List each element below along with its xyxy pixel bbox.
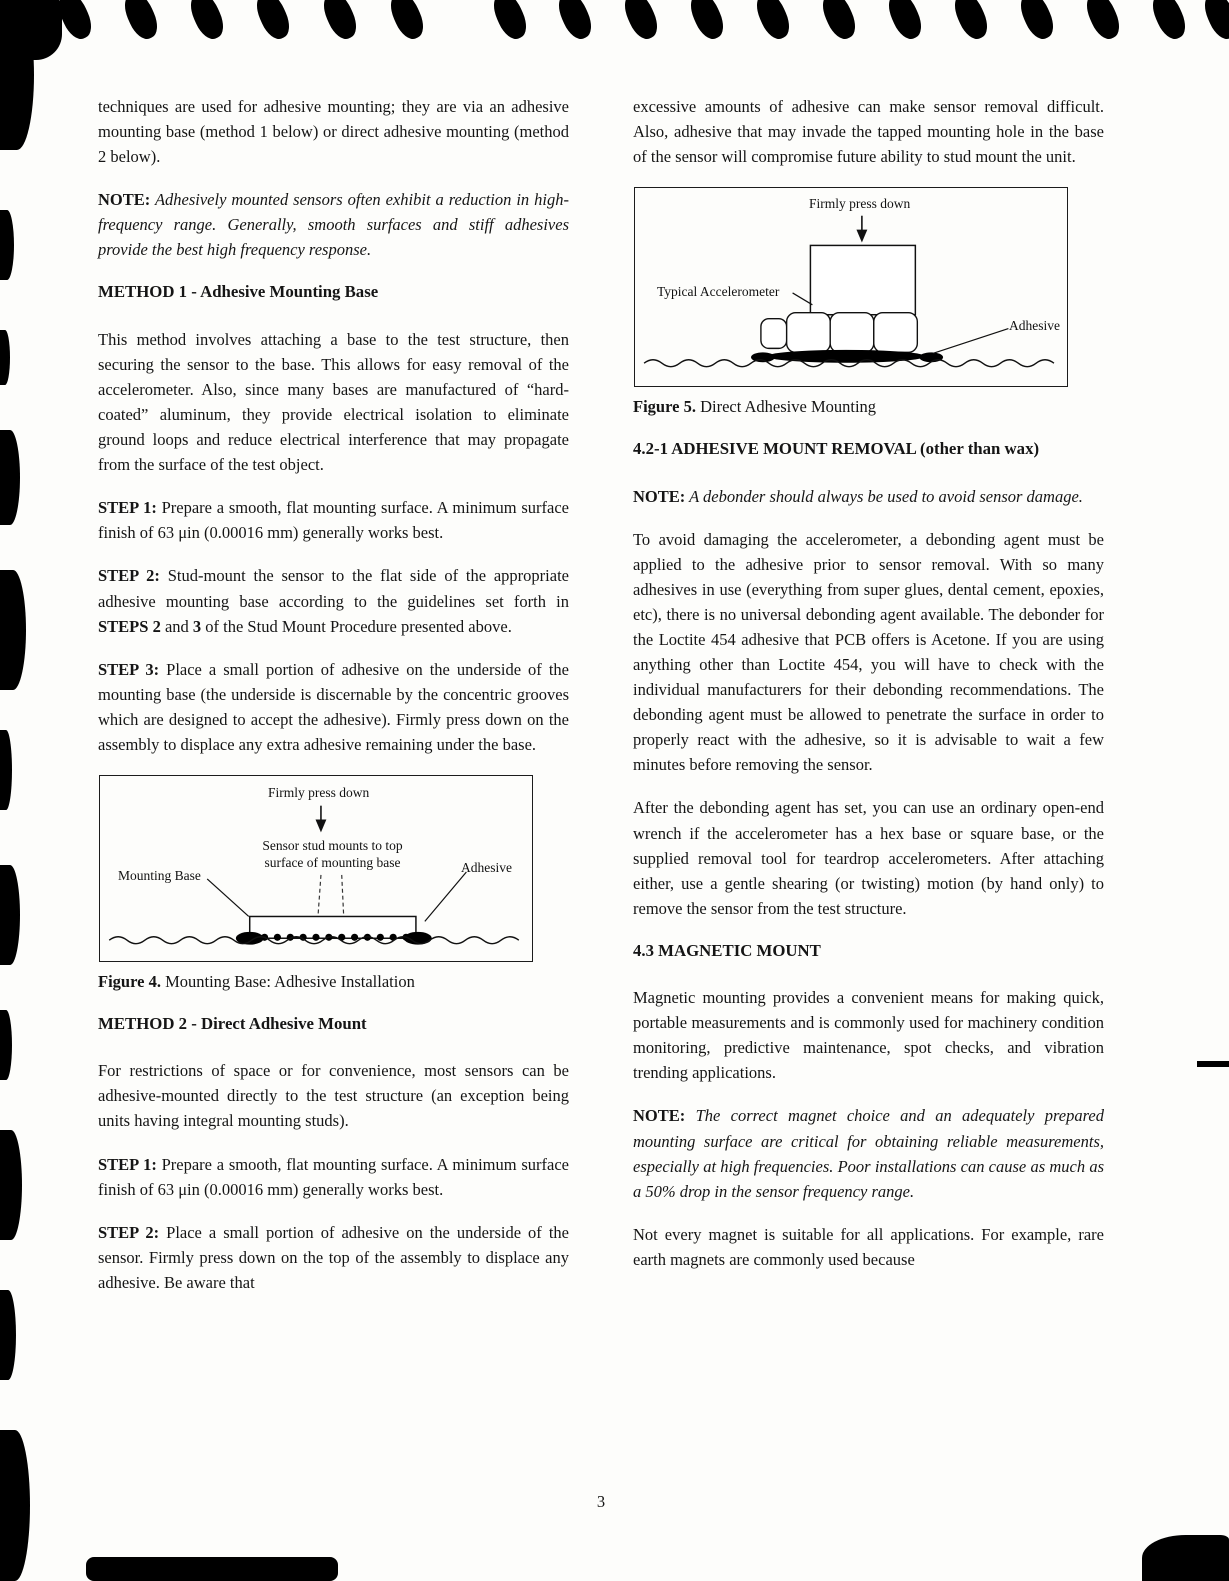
- figure4-base-label: Mounting Base: [118, 867, 201, 883]
- figure5-press-label: Firmly press down: [809, 196, 911, 212]
- scan-artifact: [1199, 0, 1229, 43]
- bold-run: 3: [192, 616, 202, 636]
- figure5-caption-text: Direct Adhesive Mounting: [695, 397, 877, 417]
- scan-artifact: [1015, 0, 1058, 43]
- text-run: Place a small portion of adhesive on the underside of the sensor. Firmly press down on the top of the assembly to displace any adhesive. Be aware that: [98, 1222, 569, 1292]
- figure4-adhesive-label: Adhesive: [461, 859, 512, 875]
- scan-artifact: [0, 1290, 16, 1380]
- text-run: Prepare a smooth, flat mounting surface. A minimum surface finish of 63 μin (0.00016 mm) generally works best.: [98, 1154, 569, 1199]
- text-run: and: [160, 616, 193, 636]
- scan-artifact: [0, 730, 12, 810]
- heading-421-adhesive-removal: 4.2-1 ADHESIVE MOUNT REMOVAL (other than wax): [633, 439, 1040, 459]
- note-debonder: [633, 484, 1104, 509]
- paragraph-magnet-types: [633, 1222, 1104, 1272]
- note-label: NOTE:: [633, 486, 686, 506]
- note-text: A debonder should always be used to avoid sensor damage.: [685, 486, 1083, 506]
- paragraph-debonding: [633, 527, 1104, 778]
- note-label: NOTE:: [633, 1106, 686, 1126]
- scan-artifact: [1147, 0, 1190, 43]
- scan-artifact: [185, 0, 228, 43]
- hex-base-lobe: [874, 313, 918, 353]
- figure4-press-label: Firmly press down: [268, 784, 370, 800]
- step-label: STEP 1:: [98, 1154, 157, 1174]
- accelerometer-leader: [793, 293, 813, 305]
- scan-artifact: [488, 0, 531, 43]
- stud-leader-line: [318, 875, 321, 917]
- heading-method1: METHOD 1 - Adhesive Mounting Base: [98, 282, 379, 302]
- scan-artifact: [619, 0, 662, 43]
- figure5-caption: [633, 397, 1104, 417]
- scan-artifact: [0, 0, 34, 150]
- scan-artifact: [0, 330, 10, 385]
- scan-artifact: [685, 0, 728, 43]
- figure4-box: [99, 775, 533, 962]
- step-label: STEP 1:: [98, 498, 157, 518]
- scan-artifact: [86, 1557, 338, 1581]
- page-content: [98, 94, 1104, 1313]
- adhesive-leader: [425, 872, 467, 921]
- text-run: To avoid damaging the accelerometer, a debonding agent must be applied to the adhesive prior to sensor removal. With so many adhesives in use (everything from super glues, dental cement, epoxies, etc), there is no universal debonding agent available. The debonder for the Loctite 454 adhesive that PCB offers is Acetone. If you are using anything other than Loctite 454, you will have to check with the individual manufacturers for their debonding recommendations. The debonding agent must be allowed to penetrate the surface in order to properly react with the adhesive, so it is advisable to wait a few minutes before removing the sensor.: [633, 529, 1104, 775]
- left-column: [98, 94, 569, 1313]
- text-run: techniques are used for adhesive mounting; they are via an adhesive mounting base (method 1 below) or direct adhesive mounting (method 2 below).: [98, 97, 569, 167]
- mounting-base-leader: [207, 879, 249, 917]
- hex-base-knob: [761, 319, 787, 349]
- scan-artifact: [0, 430, 20, 525]
- paragraph-method1: [98, 327, 569, 477]
- scan-artifact: [251, 0, 294, 43]
- hex-base-lobe: [830, 313, 874, 353]
- figure5-box: [634, 187, 1068, 387]
- figure4-caption-label: Figure 4.: [98, 971, 161, 991]
- step-label: STEP 3:: [98, 659, 160, 679]
- scan-artifact: [817, 0, 860, 43]
- scan-artifact: [0, 1010, 12, 1080]
- right-column: [633, 94, 1104, 1313]
- scan-artifact: [883, 0, 926, 43]
- figure5-adhesive-label: Adhesive: [1009, 318, 1060, 334]
- paragraph-step2: [98, 563, 569, 638]
- paragraph-step3: [98, 657, 569, 757]
- adhesive-blob: [919, 353, 943, 363]
- text-run: excessive amounts of adhesive can make sensor removal difficult. Also, adhesive that may invade the tapped mounting hole in the base of the sensor will compromise future ability to stud mount the unit.: [633, 97, 1104, 167]
- note-magnet-choice: [633, 1103, 1104, 1203]
- accelerometer-body: [810, 246, 915, 315]
- note-label: NOTE:: [98, 190, 151, 210]
- figure5-caption-label: Figure 5.: [633, 397, 696, 417]
- paragraph-removal: [633, 795, 1104, 920]
- scan-artifact: [119, 0, 162, 43]
- note-adhesive-frequency: [98, 187, 569, 262]
- note-text: Adhesively mounted sensors often exhibit a reduction in high-frequency range. Generally, smooth surfaces and stiff adhesives provide the best high frequency response.: [98, 190, 569, 260]
- figure4-caption: [98, 972, 569, 992]
- scan-artifact: [0, 210, 14, 280]
- stud-leader-line: [342, 875, 344, 917]
- page-number: 3: [596, 1492, 606, 1511]
- scan-artifact: [1197, 1061, 1229, 1067]
- figure5-accelerometer-label: Typical Accelerometer: [657, 284, 780, 300]
- paragraph-magnetic: [633, 985, 1104, 1085]
- text-run: Prepare a smooth, flat mounting surface. A minimum surface finish of 63 μin (0.00016 mm) generally works best.: [98, 498, 569, 543]
- hex-base-lobe: [787, 313, 831, 353]
- scan-artifact: [1081, 0, 1124, 43]
- figure4-stud-label-line2: surface of mounting base: [264, 854, 401, 870]
- step-label: STEP 2:: [98, 1222, 160, 1242]
- scan-artifact: [949, 0, 992, 43]
- scan-artifact: [751, 0, 794, 43]
- text-run: Place a small portion of adhesive on the underside of the mounting base (the underside is discernable by the concentric grooves which are designed to accept the adhesive). Firmly press down on the assembly to displace any extra adhesive remaining under the base.: [98, 659, 569, 754]
- heading-method2: METHOD 2 - Direct Adhesive Mount: [98, 1013, 367, 1033]
- text-run: of the Stud Mount Procedure presented above.: [201, 616, 512, 636]
- text-run: Not every magnet is suitable for all applications. For example, rare earth magnets are commonly used because: [633, 1224, 1104, 1269]
- scan-artifact: [0, 865, 20, 965]
- text-run: Stud-mount the sensor to the flat side of the appropriate adhesive mounting base according to the guidelines set forth in: [98, 566, 569, 611]
- bold-run: STEPS 2: [98, 616, 161, 636]
- figure4-stud-label-line1: Sensor stud mounts to top: [262, 837, 403, 853]
- scan-artifact: [318, 0, 361, 43]
- paragraph-intro: [98, 94, 569, 169]
- paragraph-m2-step1: [98, 1152, 569, 1202]
- down-arrow-head: [316, 820, 327, 833]
- scan-artifact: [385, 0, 428, 43]
- step-label: STEP 2:: [98, 566, 160, 586]
- note-text: The correct magnet choice and an adequately prepared mounting surface are critical for obtaining reliable measurements, especially at high frequencies. Poor installations can cause as much as a 50% drop in the sensor frequency range.: [633, 1106, 1104, 1201]
- scan-artifact: [1142, 1535, 1229, 1581]
- paragraph-m2-step2: [98, 1220, 569, 1295]
- text-run: For restrictions of space or for convenience, most sensors can be adhesive-mounted directly to the test structure (an exception being units having integral mounting studs).: [98, 1061, 569, 1131]
- text-run: After the debonding agent has set, you can use an ordinary open-end wrench if the accelerometer has a hex base or square base, or the supplied removal tool for teardrop accelerometers. After attaching either, use a gentle shearing (or twisting) motion (by hand only) to remove the sensor from the test structure.: [633, 798, 1104, 918]
- paragraph-continuation: [633, 94, 1104, 169]
- paragraph-method2: [98, 1058, 569, 1133]
- paragraph-step1: [98, 495, 569, 545]
- text-run: Magnetic mounting provides a convenient means for making quick, portable measurements and is commonly used for machinery condition monitoring, predictive maintenance, spot checks, and vibration trending applications.: [633, 988, 1104, 1083]
- scan-artifact: [0, 570, 26, 690]
- down-arrow-head: [856, 230, 867, 243]
- figure4-stud-label: [245, 838, 420, 872]
- heading-43-magnetic-mount: 4.3 MAGNETIC MOUNT: [633, 940, 821, 960]
- scan-artifact: [0, 1130, 22, 1240]
- figure4-caption-text: Mounting Base: Adhesive Installation: [160, 971, 415, 991]
- scan-artifact: [553, 0, 596, 43]
- scan-artifact: [0, 1430, 30, 1581]
- adhesive-leader: [933, 329, 1008, 354]
- text-run: This method involves attaching a base to the test structure, then securing the sensor to the base. This allows for easy removal of the accelerometer. Also, since many bases are manufactured of “hard-coated” aluminum, they provide electrical isolation to eliminate ground loops and reduce electrical interference that may propagate from the surface of the test object.: [98, 329, 569, 475]
